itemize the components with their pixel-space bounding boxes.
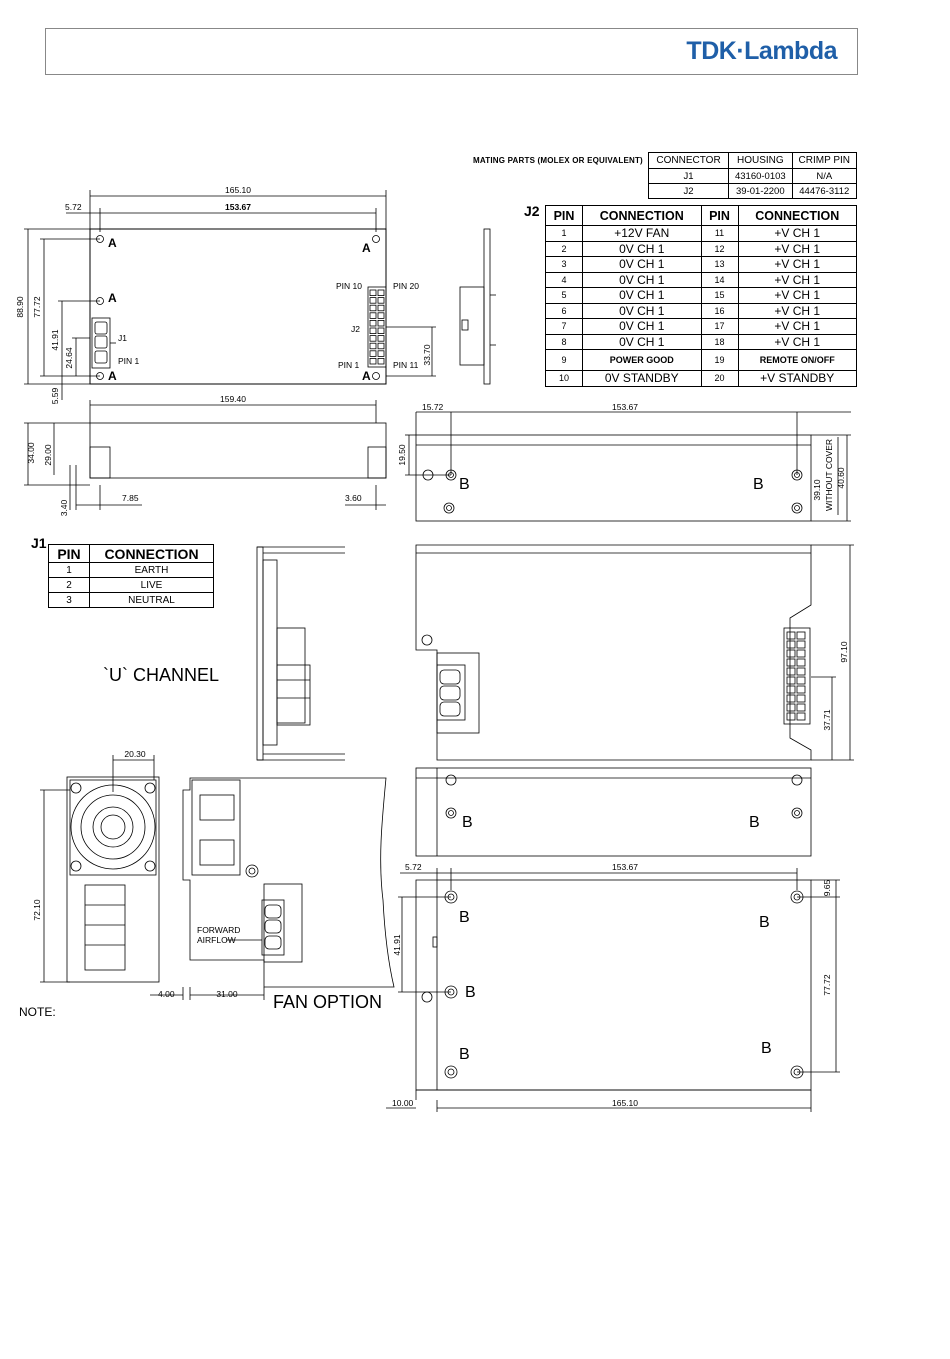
fan-option-label: FAN OPTION [273,992,383,1012]
j2-cell: 9 [546,350,583,371]
connector-pin-cell [370,351,376,357]
dimension-label: 72.10 [32,899,42,921]
dimension-label: 77.72 [32,296,42,318]
j1-cell: 1 [49,563,90,578]
connector-pin-cell [378,328,384,334]
bottom-view-connectors [416,545,854,760]
j2-cell: 6 [546,303,583,319]
dimension-label: 34.00 [26,442,36,464]
j2-cell: 0V CH 1 [583,334,702,350]
dimension-label: 40.60 [836,467,846,489]
j1-cell: 3 [49,593,90,608]
j2-cell: POWER GOOD [583,350,702,371]
connector-pin-cell [797,659,805,666]
fan-side-view [150,778,394,1000]
hole-label-a: A [362,241,371,255]
hole-label-a: A [108,291,117,305]
j2-header: CONNECTION [583,206,702,226]
connector-pin-cell [787,695,795,702]
j1-cell: 2 [49,578,90,593]
front-view [24,400,386,510]
connector-pin-cell [797,632,805,639]
connector-pin-cell [370,336,376,342]
j2-cell: 14 [701,272,738,288]
j1-cell: NEUTRAL [90,593,214,608]
mating-cell: J2 [649,184,729,199]
hole-label-b: B [459,1046,470,1063]
end-view-small [460,229,496,384]
j2-cell: 0V CH 1 [583,288,702,304]
connector-pin-cell [378,305,384,311]
dimension-label: 10.00 [392,1098,414,1108]
connector-pin-cell [370,343,376,349]
mating-cell: 39-01-2200 [729,184,792,199]
j2-cell: 8 [546,334,583,350]
j2-cell: +V CH 1 [738,257,857,273]
pin-label: PIN 20 [393,281,419,291]
tdk-lambda-logo: TDK·Lambda [686,37,837,65]
hole-label-b: B [761,1040,772,1057]
mating-header: CONNECTOR [649,153,729,169]
side-view-lower [416,768,811,856]
j2-cell: 20 [701,371,738,387]
connector-pin-cell [797,695,805,702]
j2-cell: 15 [701,288,738,304]
mating-cell: 44476-3112 [792,184,856,199]
connector-pin-cell [378,290,384,296]
connector-pin-cell [370,320,376,326]
connector-pin-cell [787,668,795,675]
dimension-label: 24.64 [64,347,74,369]
mating-parts-title: MATING PARTS (MOLEX OR EQUIVALENT) [473,156,643,165]
connector-pin-cell [797,641,805,648]
dimension-label: 77.72 [822,974,832,996]
connector-pin-cell [797,668,805,675]
connector-pin-cell [378,358,384,364]
mating-cell: N/A [792,169,856,184]
connector-pin-cell [378,336,384,342]
connector-label: J1 [118,333,127,343]
connector-pin-cell [378,351,384,357]
j2-cell: 0V CH 1 [583,257,702,273]
dimension-label: 5.59 [50,387,60,405]
hole-label-b: B [749,814,760,831]
pin-label: PIN 11 [393,360,419,370]
connector-pin-cell [787,677,795,684]
connector-pin-cell [797,686,805,693]
connector-pin-cell [797,677,805,684]
dimension-label: 153.67 [612,402,638,412]
dimension-label: 41.91 [50,329,60,351]
connector-pin-cell [787,632,795,639]
j1-cell: EARTH [90,563,214,578]
j2-cell: 0V CH 1 [583,319,702,335]
dimension-label: 3.60 [345,493,362,503]
j2-header: PIN [546,206,583,226]
note-label: NOTE: [19,1005,56,1019]
j2-cell: 7 [546,319,583,335]
connector-label: J2 [351,324,360,334]
dimension-label: 29.00 [43,444,53,466]
dimension-label: 97.10 [839,641,849,663]
airflow-label: AIRFLOW [197,935,236,945]
j2-header: PIN [701,206,738,226]
connector-pin-cell [370,298,376,304]
connector-pin-cell [787,650,795,657]
connector-pin-cell [797,704,805,711]
j2-cell: 0V STANDBY [583,371,702,387]
j1-cell: LIVE [90,578,214,593]
j2-header: CONNECTION [738,206,857,226]
pin-label: PIN 1 [338,360,360,370]
j2-cell: +V CH 1 [738,303,857,319]
j2-cell: +V CH 1 [738,241,857,257]
dimension-label: 20.30 [124,749,146,759]
j1-header: CONNECTION [90,545,214,563]
j2-cell: 1 [546,226,583,242]
hole-label-b: B [465,984,476,1001]
connector-pin-cell [370,313,376,319]
connector-pin-cell [370,290,376,296]
connector-pin-cell [378,298,384,304]
j2-cell: 0V CH 1 [583,303,702,319]
j2-cell: 4 [546,272,583,288]
j2-cell: +V STANDBY [738,371,857,387]
dimension-label: 39.10 [812,479,822,501]
j2-cell: +V CH 1 [738,334,857,350]
dimension-label: 153.67 [612,862,638,872]
side-view-right [405,412,851,521]
mating-cell: 43160-0103 [729,169,792,184]
dimension-label: 41.91 [392,934,402,956]
j2-cell: 13 [701,257,738,273]
u-channel-label: `U` CHANNEL [103,665,220,685]
connector-pin-cell [787,686,795,693]
hole-label-a: A [108,236,117,250]
j2-cell: 11 [701,226,738,242]
hole-label-b: B [459,909,470,926]
j2-cell: +V CH 1 [738,288,857,304]
connector-pin-cell [370,305,376,311]
connector-pin-cell [378,313,384,319]
connector-pin-cell [370,358,376,364]
dimension-label: WITHOUT COVER [824,438,834,512]
dimension-label: 153.67 [225,202,251,212]
pin-label: PIN 10 [336,281,362,291]
j2-cell: 0V CH 1 [583,272,702,288]
hole-label-a: A [362,369,371,383]
j2-cell: +V CH 1 [738,319,857,335]
j1-table-label: J1 [31,535,47,551]
top-view [24,190,436,400]
j2-cell: 10 [546,371,583,387]
dimension-label: 159.40 [220,394,246,404]
dimension-label: 15.72 [422,402,444,412]
j2-cell: 5 [546,288,583,304]
j1-header: PIN [49,545,90,563]
mating-header: HOUSING [729,153,792,169]
dimension-label: 5.72 [405,862,422,872]
j2-cell: 16 [701,303,738,319]
j2-table-label: J2 [524,203,540,219]
connector-pin-cell [797,650,805,657]
j2-cell: 12 [701,241,738,257]
hole-label-b: B [753,476,764,493]
dimension-label: 88.90 [15,296,25,318]
mating-header: CRIMP PIN [792,153,856,169]
dimension-label: 31.00 [216,989,238,999]
j2-cell: 2 [546,241,583,257]
dimension-label: 3.40 [59,499,69,517]
connector-pin-cell [378,343,384,349]
connector-pin-cell [787,659,795,666]
j2-cell: 17 [701,319,738,335]
j2-cell: 3 [546,257,583,273]
dimension-label: 37.71 [822,709,832,731]
j2-cell: 0V CH 1 [583,241,702,257]
j2-cell: REMOTE ON/OFF [738,350,857,371]
hole-label-a: A [108,369,117,383]
dimension-label: 33.70 [422,344,432,366]
plan-view-bottom [386,868,840,1112]
dimension-label: 165.10 [612,1098,638,1108]
j2-cell: 18 [701,334,738,350]
dimension-label: 19.50 [397,444,407,466]
u-channel-view [257,547,345,760]
airflow-label: FORWARD [197,925,241,935]
connector-pin-cell [787,641,795,648]
j2-cell: +V CH 1 [738,272,857,288]
connector-pin-cell [370,328,376,334]
hole-label-b: B [459,476,470,493]
j2-cell: +V CH 1 [738,226,857,242]
dimension-label: 165.10 [225,185,251,195]
j2-cell: 19 [701,350,738,371]
j2-cell: +12V FAN [583,226,702,242]
hole-label-b: B [462,814,473,831]
connector-pin-cell [787,704,795,711]
mating-cell: J1 [649,169,729,184]
fan-front-view [40,755,159,982]
connector-pin-cell [378,320,384,326]
dimension-label: 7.85 [122,493,139,503]
dimension-label: 5.72 [65,202,82,212]
connector-pin-cell [787,713,795,720]
dimension-label: 4.00 [158,989,175,999]
pin-label: PIN 1 [118,356,140,366]
hole-label-b: B [759,914,770,931]
dimension-label: 9.65 [822,879,832,897]
connector-pin-cell [797,713,805,720]
